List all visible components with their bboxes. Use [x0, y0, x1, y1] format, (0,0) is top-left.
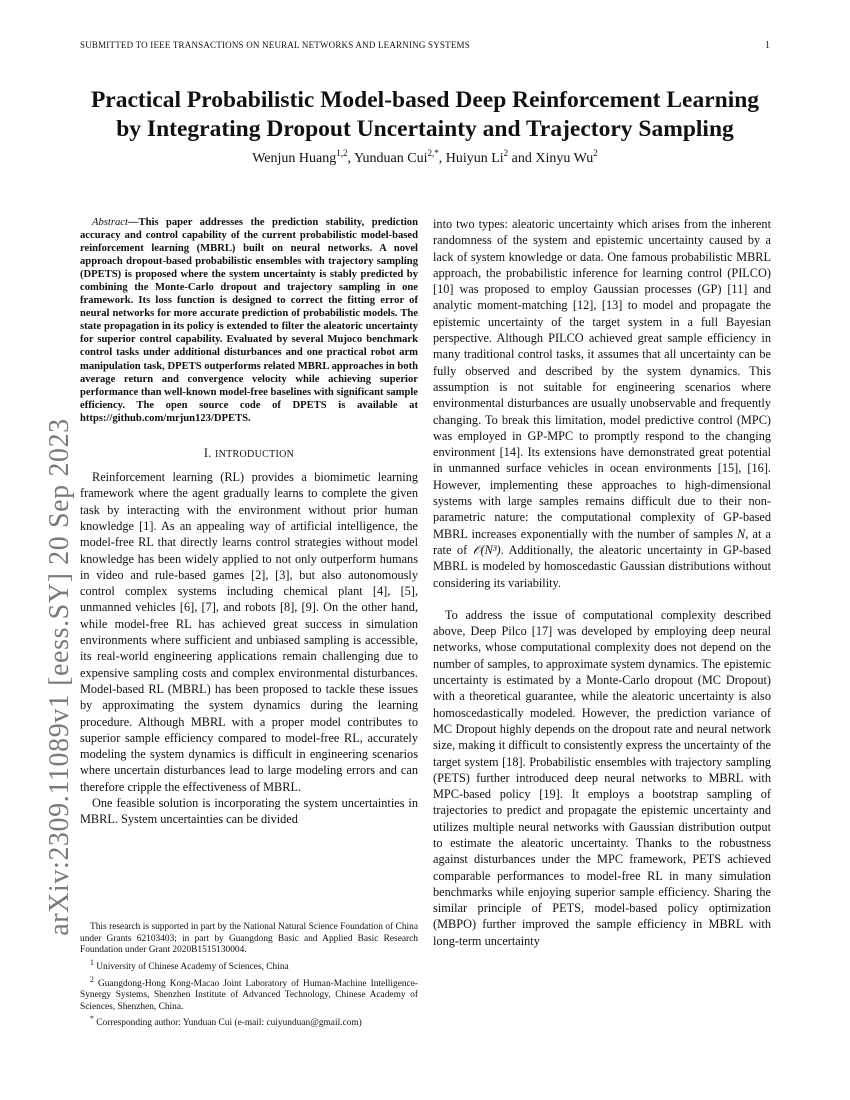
author-4: Xinyu Wu	[535, 151, 594, 166]
author-separator: and	[508, 151, 536, 166]
math-complexity: 𝒪(N³)	[472, 542, 501, 557]
running-head: SUBMITTED TO IEEE TRANSACTIONS ON NEURAL NETWORKS AND LEARNING SYSTEMS	[80, 40, 470, 50]
paper-title	[70, 86, 780, 144]
paragraph-text: , at a rate of	[433, 526, 771, 557]
title-line-2: by Integrating Dropout Uncertainty and Trajectory Sampling	[116, 116, 734, 142]
corresponding-author-footnote	[80, 1013, 418, 1030]
corresponding-author-text: Corresponding author: Yunduan Cui (e-mail: cuiyunduan@gmail.com)	[93, 1018, 362, 1029]
footnote-mark: *	[90, 1014, 94, 1024]
author-3-affiliation: 2	[503, 148, 509, 158]
author-4-affiliation: 2	[593, 148, 598, 158]
footnote-mark: 1	[90, 957, 94, 967]
section-title: INTRODUCTION	[215, 448, 295, 460]
right-paragraph-2: To address the issue of computational complexity described above, Deep Pilco [17] was developed by employing deep neural networks, whose computational complexity does not depend on the number of samples, to approximate system dynamics. The epistemic uncertainty is estimated by a Monte-Carlo dropout (MC Dropout) with a theoretical guarantee, while the aleatoric uncertainty is also homoscedastically modeled. However, the prediction variance of MC Dropout highly depends on the dropout rate and neural network size, making it difficult to consistently express the uncertainty of the target system [18]. Probabilistic ensembles with trajectory sampling (PETS) further introduced deep neural networks to MBRL with MPC-based policy [19]. It employs a bootstrap sampling of trajectories to predict and propagate the epistemic uncertainty and utilizes multiple neural networks with Gaussian distribution output to estimate the aleatoric uncertainty. Thanks to the robustness against disturbances under the MPC framework, PETS achieved comparable performances to model-free RL in many simulation benchmarks while enjoying superior sample efficiency. Sharing the similar principle of PETS, model-based policy optimization (MBPO) further improved the sample efficiency in MBRL with long-term uncertainty	[433, 607, 771, 948]
author-list	[80, 148, 770, 167]
abstract-label: Abstract	[92, 217, 128, 228]
right-column	[433, 216, 771, 949]
affiliation-2-text: Guangdong-Hong Kong-Macao Joint Laboratory of Human-Machine Intelligence-Synergy Systems, Shenzhen Institute of Advanced Technology, Chinese Academy of Sciences, Shenzhen, China.	[80, 978, 418, 1012]
abstract	[80, 216, 418, 425]
funding-footnote: This research is supported in part by the National Natural Science Foundation of China under Grants 62103403; in part by Guangdong Basic and Applied Basic Research Foundation under Grant 2020B1515130004.	[80, 922, 418, 956]
author-2-affiliation: 2,*	[427, 148, 439, 158]
author-1-affiliation: 1,2	[336, 148, 348, 158]
section-heading-introduction	[80, 445, 418, 463]
footnotes	[80, 922, 418, 1030]
affiliation-footnote-2	[80, 974, 418, 1014]
paragraph-text: . Additionally, the aleatoric uncertainty in GP-based MBRL is modeled by homoscedastic Gaussian distributions without considering its variability.	[433, 542, 771, 590]
arxiv-identifier-stamp: arXiv:2309.11089v1 [eess.SY] 20 Sep 2023	[44, 418, 75, 936]
page-number: 1	[765, 40, 770, 51]
left-column	[80, 216, 418, 828]
right-paragraph-1	[433, 216, 771, 591]
author-1: Wenjun Huang	[252, 151, 337, 166]
math-variable: N	[737, 526, 746, 541]
affiliation-footnote-1	[80, 957, 418, 974]
paragraph-text: into two types: aleatoric uncertainty which arises from the inherent randomness of the system and epistemic uncertainty caused by a lack of system knowledge or data. One famous probabilistic MBRL approach, the probabilistic inference for learning control (PILCO) [10] was proposed to employ Gaussian processes (GP) [11] and analytic moment-matching [12], [13] to model and propagate the epistemic uncertainty of the target system in a full Bayesian perspective. Although PILCO achieved great sample efficiency in many traditional control tasks, it assumes that all uncertainty can be fully observed and described by the system dynamics. This assumption is not suitable for engineering scenarios where environmental disturbances are usually unobservable and frequently changing. To break this limitation, model predictive control (MPC) was employed in GP-MPC to promptly respond to the changing environment [14]. Its extensions have demonstrated great potential in unmanned surface vehicles in ocean environments [15], [16]. However, implementing these approaches to high-dimensional systems with large samples remains difficult due to their non-parametric nature: the computational complexity of GP-based MBRL increases exponentially with the number of samples	[433, 217, 771, 541]
author-separator: ,	[347, 151, 354, 166]
author-3: Huiyun Li	[445, 151, 504, 166]
footnote-mark: 2	[90, 974, 94, 984]
affiliation-1-text: University of Chinese Academy of Sciences, China	[93, 961, 289, 972]
intro-paragraph-2: One feasible solution is incorporating the system uncertainties in MBRL. System uncertainties can be divided	[80, 795, 418, 827]
title-line-1: Practical Probabilistic Model-based Deep Reinforcement Learning	[90, 87, 760, 113]
abstract-text: —This paper addresses the prediction stability, prediction accuracy and control capability of the current probabilistic model-based reinforcement learning (MBRL) built on neural networks. A novel approach dropout-based probabilistic ensembles with trajectory sampling (DPETS) is proposed where the system uncertainty is stably predicted by combining the Monte-Carlo dropout and trajectory sampling in one framework. Its loss function is designed to correct the fitting error of neural networks for more accurate prediction of probabilistic models. The state propagation in its policy is extended to filter the aleatoric uncertainty for superior control capability. Evaluated by several Mujoco benchmark control tasks under additional disturbances and one practical robot arm manipulation task, DPETS outperforms related MBRL approaches in both average return and convergence velocity while achieving superior performance than well-known model-free baselines with significant sample efficiency. The open source code of DPETS is available at https://github.com/mrjun123/DPETS.	[80, 217, 418, 424]
intro-paragraph-1: Reinforcement learning (RL) provides a biomimetic learning framework where the agent gradually learns to complete the given task by interacting with the environment without prior human knowledge [1]. As an appealing way of artificial intelligence, the model-free RL that directly learns control strategies without model knowledge has been widely applied to not only outperform humans in video and rule-based games [2], [3], but also autonomously control complex systems including chemical plant [4], [5], unmanned vehicles [6], [7], and robots [8], [9]. On the other hand, while model-free RL has achieved great success in simulation environments where sufficient and unbiased sampling is accessible, its real-world engineering applications remain challenging due to expensive sampling costs and complex environmental disturbances. Model-based RL (MBRL) has been proposed to tackle these issues by approximating the system dynamics during the learning procedure. Although MBRL with a proper model contributes to superior sample efficiency compared to model-free RL, accurately modeling the system dynamics is difficult in engineering scenarios where uncertain disturbances lead to large modeling errors and can therefore cripple the effectiveness of MBRL.	[80, 470, 418, 794]
author-separator: ,	[438, 151, 446, 166]
section-number: I.	[203, 445, 215, 460]
author-2: Yunduan Cui	[353, 151, 428, 166]
